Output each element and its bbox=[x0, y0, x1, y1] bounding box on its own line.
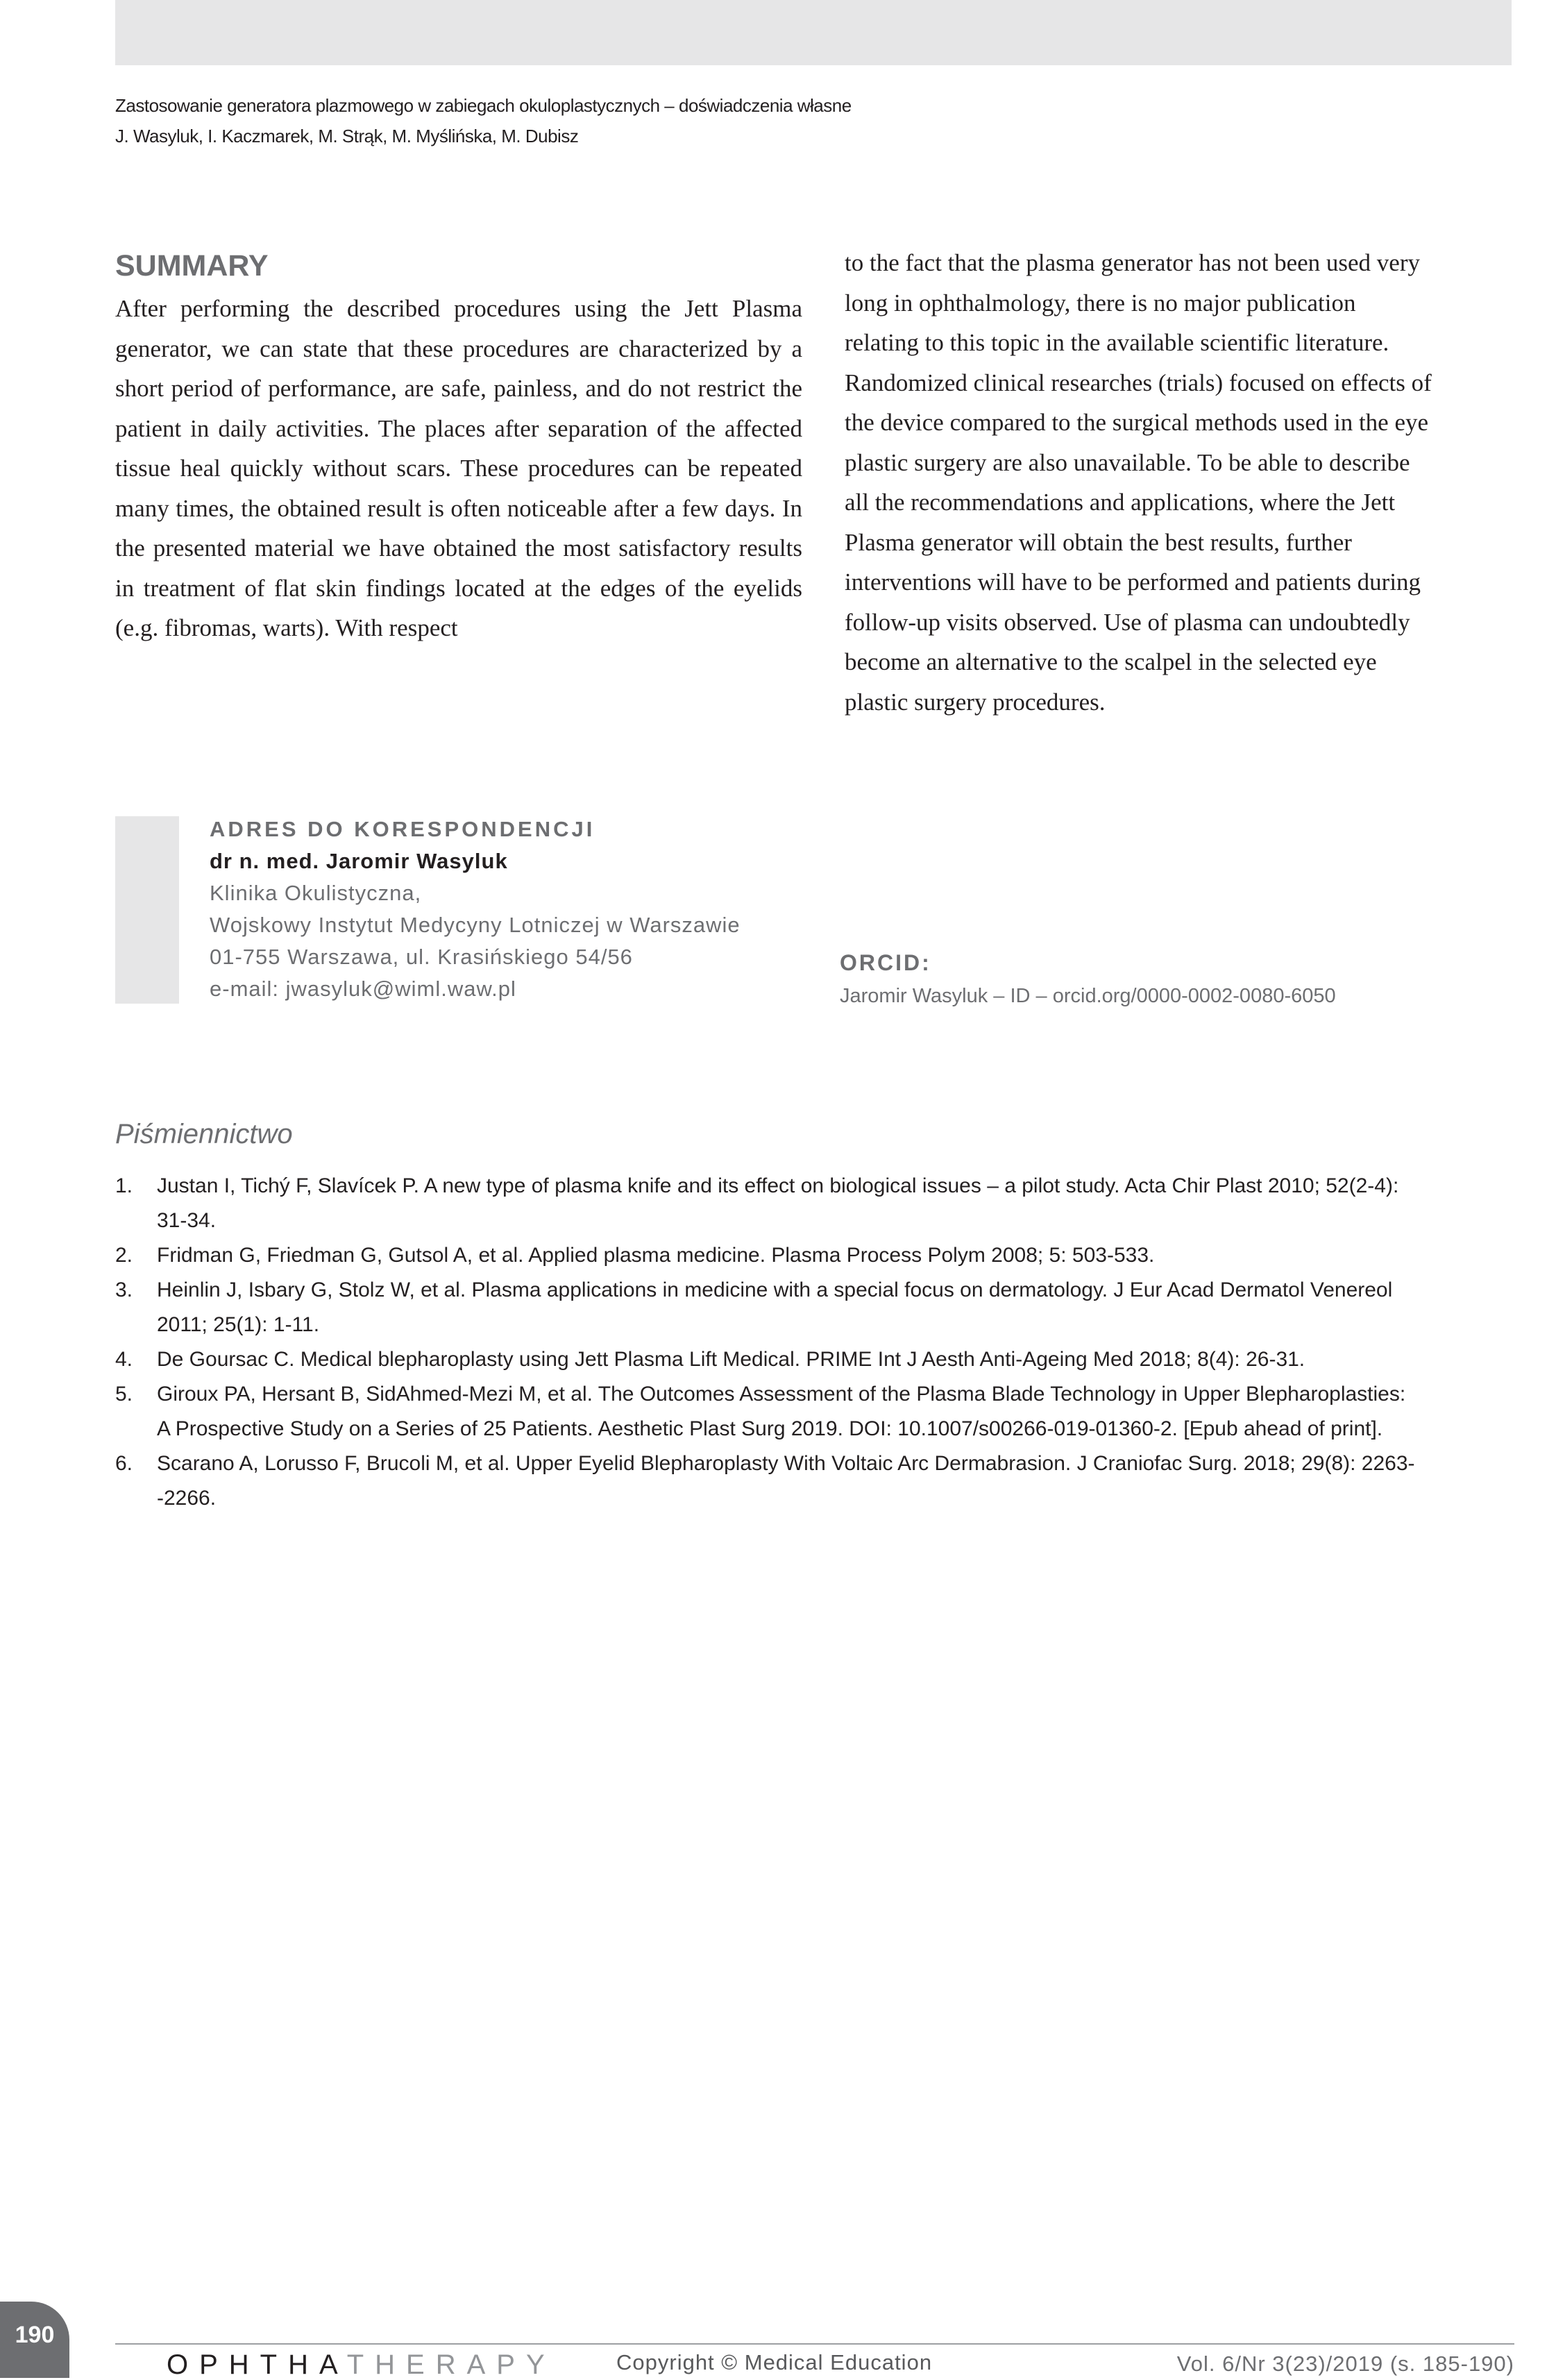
correspondence-name: dr n. med. Jaromir Wasyluk bbox=[210, 849, 508, 873]
logo-part-1: OPHTHA bbox=[167, 2349, 347, 2380]
correspondence-line: Klinika Okulistyczna, bbox=[210, 881, 422, 905]
orcid-value: Jaromir Wasyluk – ID – orcid.org/0000-0002-0080-6050 bbox=[840, 985, 1336, 1007]
running-header bbox=[115, 90, 852, 151]
authors-line: J. Wasyluk, I. Kaczmarek, M. Strąk, M. Myślińska, M. Dubisz bbox=[115, 126, 579, 146]
summary-line: all the recommendations and applications, where the Jett bbox=[845, 489, 1396, 516]
logo-part-2: THERAPY bbox=[346, 2349, 556, 2380]
reference-number: 6. bbox=[115, 1452, 133, 1475]
reference-line: Giroux PA, Hersant B, SidAhmed-Mezi M, et al. The Outcomes Assessment of the Plasma Blade Technology in Upper Blepharoplasties: bbox=[157, 1383, 1406, 1406]
reference-number: 1. bbox=[115, 1174, 133, 1197]
reference-line: -2266. bbox=[157, 1487, 217, 1510]
reference-item bbox=[115, 1342, 1514, 1377]
reference-line: 31-34. bbox=[157, 1209, 217, 1232]
summary-line: long in ophthalmology, there is no major publication bbox=[845, 289, 1356, 317]
reference-line: De Goursac C. Medical blepharoplasty using Jett Plasma Lift Medical. PRIME Int J Aesth Anti-Ageing Med 2018; 8(4): 26-31. bbox=[157, 1348, 1305, 1371]
summary-line: follow-up visits observed. Use of plasma can undoubtedly bbox=[845, 608, 1410, 636]
journal-logo bbox=[167, 2349, 556, 2380]
header-band bbox=[115, 0, 1512, 65]
summary-line: Randomized clinical researches (trials) focused on effects of bbox=[845, 369, 1432, 396]
summary-left-column bbox=[115, 243, 802, 648]
reference-item bbox=[115, 1169, 1514, 1238]
reference-line: Heinlin J, Isbary G, Stolz W, et al. Plasma applications in medicine with a special focus on dermatology. J Eur Acad Dermatol Venereol bbox=[157, 1278, 1393, 1301]
reference-number: 4. bbox=[115, 1348, 133, 1371]
reference-item bbox=[115, 1377, 1514, 1446]
reference-line: Scarano A, Lorusso F, Brucoli M, et al. Upper Eyelid Blepharoplasty With Voltaic Arc Dermabrasion. J Craniofac Surg. 2018; 29(8): 2263- bbox=[157, 1452, 1415, 1475]
correspondence-accent-bar bbox=[115, 816, 179, 1004]
reference-item bbox=[115, 1446, 1514, 1516]
reference-line: 2011; 25(1): 1-11. bbox=[157, 1313, 320, 1336]
summary-line: plastic surgery are also unavailable. To be able to describe bbox=[845, 448, 1410, 476]
summary-line: Plasma generator will obtain the best results, further bbox=[845, 528, 1352, 556]
reference-item bbox=[115, 1273, 1514, 1342]
copyright-text: Copyright © Medical Education bbox=[616, 2350, 933, 2374]
references-list bbox=[115, 1169, 1514, 1516]
reference-number: 3. bbox=[115, 1278, 133, 1301]
references-heading: Piśmiennictwo bbox=[115, 1119, 293, 1149]
reference-number: 2. bbox=[115, 1244, 133, 1267]
correspondence-line: Wojskowy Instytut Medycyny Lotniczej w Warszawie bbox=[210, 913, 741, 937]
footer-rule bbox=[115, 2343, 1514, 2345]
correspondence-email: e-mail: jwasyluk@wiml.waw.pl bbox=[210, 977, 516, 1001]
reference-line: Justan I, Tichý F, Slavícek P. A new type of plasma knife and its effect on biological issues – a pilot study. Acta Chir Plast 2010; 52(2-4): bbox=[157, 1174, 1399, 1197]
volume-info: Vol. 6/Nr 3(23)/2019 (s. 185-190) bbox=[1176, 2352, 1514, 2376]
summary-line: plastic surgery procedures. bbox=[845, 688, 1106, 716]
summary-line: the device compared to the surgical methods used in the eye bbox=[845, 409, 1429, 436]
page-number: 190 bbox=[15, 2322, 55, 2348]
correspondence-line: 01-755 Warszawa, ul. Krasińskiego 54/56 bbox=[210, 945, 633, 969]
correspondence-heading: ADRES DO KORESPONDENCJI bbox=[210, 817, 595, 841]
summary-line: become an alternative to the scalpel in the selected eye bbox=[845, 648, 1377, 675]
summary-paragraph: After performing the described procedures using the Jett Plasma generator, we can state that these procedures are characterized by a short period of performance, are safe, painless, and do not restrict the patient in daily activities. The places after separation of the affected tissue heal quickly without scars. These procedures can be repeated many times, the obtained result is often noticeable after a few days. In the presented material we have obtained the most satisfactory results in treatment of flat skin findings located at the edges of the eyelids (e.g. fibromas, warts). With respect bbox=[115, 295, 802, 641]
summary-line: interventions will have to be performed and patients during bbox=[845, 568, 1421, 596]
correspondence-block bbox=[210, 813, 741, 1005]
summary-line: relating to this topic in the available scientific literature. bbox=[845, 329, 1389, 356]
reference-item bbox=[115, 1238, 1514, 1273]
reference-number: 5. bbox=[115, 1383, 133, 1406]
summary-heading: SUMMARY bbox=[115, 249, 269, 282]
summary-line: to the fact that the plasma generator has not been used very bbox=[845, 249, 1420, 276]
reference-line: Fridman G, Friedman G, Gutsol A, et al. Applied plasma medicine. Plasma Process Polym 2008; 5: 503-533. bbox=[157, 1244, 1155, 1267]
orcid-block bbox=[840, 945, 1336, 1012]
orcid-heading: ORCID: bbox=[840, 950, 931, 975]
article-title-line: Zastosowanie generatora plazmowego w zabiegach okuloplastycznych – doświadczenia własne bbox=[115, 95, 852, 116]
summary-right-column bbox=[845, 243, 1532, 722]
reference-line: A Prospective Study on a Series of 25 Patients. Aesthetic Plast Surg 2019. DOI: 10.1007/s00266-019-01360-2. [Epub ahead of print]. bbox=[157, 1417, 1383, 1440]
